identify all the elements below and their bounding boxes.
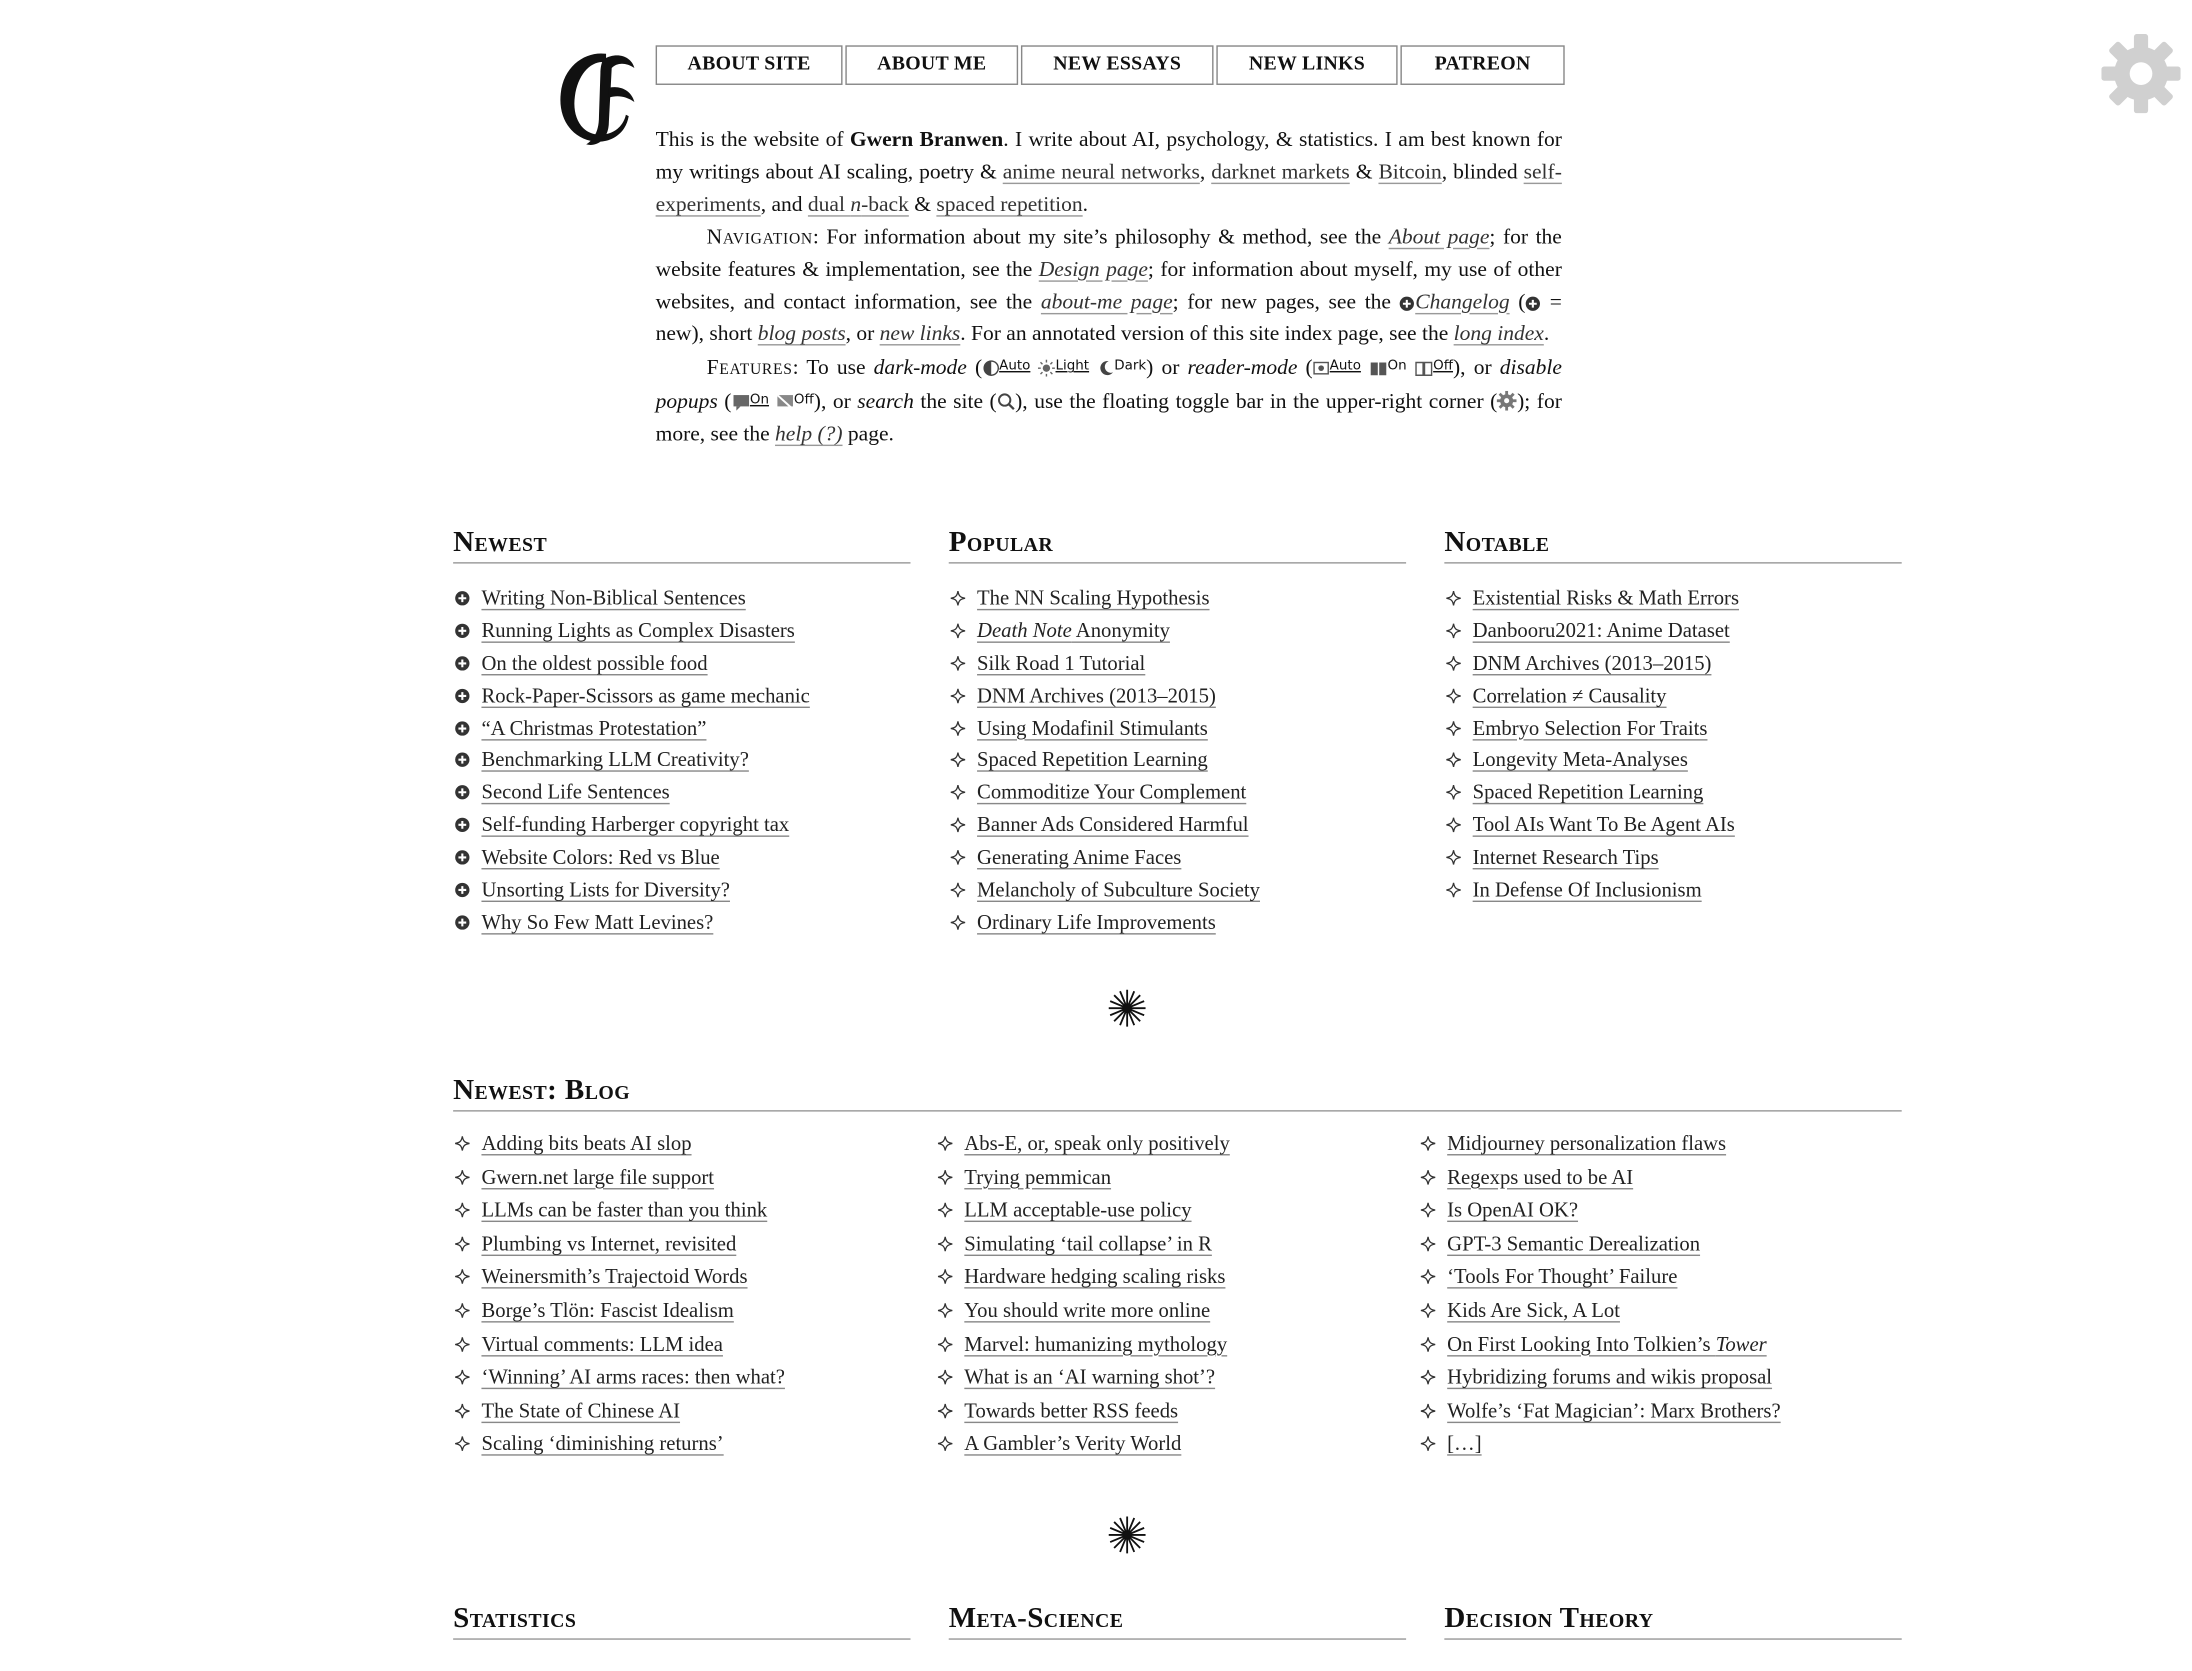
list-item [936, 1162, 1419, 1195]
list-item [1419, 1296, 1902, 1329]
list-item-link[interactable]: Is OpenAI OK? [1447, 1199, 1579, 1223]
list-item [1444, 778, 1901, 810]
star-bullet-icon [1419, 1396, 1436, 1429]
section-newest-blog [453, 1072, 1902, 1463]
star-bullet-icon [453, 1262, 470, 1295]
list-item-link[interactable]: Hybridizing forums and wikis proposal [1447, 1366, 1773, 1390]
list-item [936, 1229, 1419, 1262]
list-item [1444, 616, 1901, 648]
list-item [1444, 843, 1901, 875]
top-nav [656, 45, 1565, 85]
section-title-decision-theory: Decision Theory [1444, 1600, 1901, 1640]
list-item-link[interactable]: Writing Non-Biblical Sentences [481, 587, 746, 611]
list-item-link[interactable]: Rock-Paper-Scissors as game mechanic [481, 684, 810, 708]
text: help (?) [775, 422, 843, 447]
section-meta-science [949, 1600, 1406, 1640]
text: . For an annotated version of this site index page, see the [960, 322, 1454, 347]
list-item-link[interactable]: Simulating ‘tail collapse’ in R [964, 1233, 1212, 1256]
asterism-divider-icon [1107, 988, 1147, 1028]
list-item-link[interactable]: The State of Chinese AI [481, 1400, 681, 1423]
list-item [453, 1329, 936, 1362]
star-bullet-icon [1444, 745, 1461, 777]
popups-on-option[interactable]: On [749, 392, 769, 409]
link-design-page[interactable] [1039, 257, 1148, 281]
list-item-link[interactable]: Self-funding Harberger copyright tax [481, 814, 790, 838]
book-outline-icon [1415, 360, 1433, 377]
nav-about-me[interactable]: ABOUT ME [845, 45, 1018, 85]
intro-paragraph-1 [656, 125, 1562, 222]
text: : To use [792, 355, 874, 380]
star-bullet-icon [949, 648, 966, 680]
section-newest [453, 524, 910, 940]
list-item [1419, 1429, 1902, 1462]
star-bullet-icon [453, 1329, 470, 1362]
text: , [1199, 159, 1212, 184]
text: ; for new pages, see the [1172, 289, 1400, 314]
list-item [1444, 875, 1901, 907]
link-bitcoin[interactable]: Bitcoin [1378, 159, 1442, 184]
list-item [949, 843, 1406, 875]
list-item [453, 1296, 936, 1329]
list-item-link[interactable]: Trying pemmican [964, 1166, 1112, 1189]
section-title-statistics: Statistics [453, 1600, 910, 1640]
link-anime-neural-networks[interactable]: anime neural networks [1002, 159, 1200, 184]
list-item-link[interactable]: Scaling ‘diminishing returns’ [481, 1433, 724, 1457]
list-item-link[interactable]: The NN Scaling Hypothesis [977, 587, 1210, 611]
list-item [453, 875, 910, 907]
list-item [1419, 1262, 1902, 1295]
star-bullet-icon [1419, 1262, 1436, 1295]
list-item [453, 713, 910, 745]
link-spaced-repetition[interactable]: spaced repetition [936, 192, 1083, 217]
star-bullet-icon [1444, 875, 1461, 907]
list-item-link[interactable]: Wolfe’s ‘Fat Magician’: Marx Brothers? [1447, 1400, 1781, 1423]
list-item [1444, 810, 1901, 842]
star-bullet-icon [949, 843, 966, 875]
list-item [1419, 1362, 1902, 1395]
reader-mode-on-option[interactable]: On [1387, 358, 1407, 375]
list-item [1419, 1396, 1902, 1429]
list-item [1444, 745, 1901, 777]
list-item-link[interactable]: Commoditize Your Complement [977, 782, 1247, 805]
list-item-link[interactable]: “A Christmas Protestation” [481, 717, 707, 740]
list-item [453, 583, 910, 615]
star-bullet-icon [453, 1195, 470, 1228]
site-logo[interactable] [552, 45, 640, 147]
list-item [1444, 681, 1901, 713]
text: new links [879, 322, 961, 347]
list-item [949, 778, 1406, 810]
new-plus-icon [453, 583, 470, 615]
list-item [453, 648, 910, 680]
star-bullet-icon [453, 1362, 470, 1395]
list-item [453, 681, 910, 713]
star-bullet-icon [1444, 713, 1461, 745]
new-plus-icon [453, 778, 470, 810]
section-notable [1444, 524, 1901, 908]
section-title-popular: Popular [949, 524, 1406, 564]
star-bullet-icon [1444, 583, 1461, 615]
list-item [936, 1329, 1419, 1362]
list-item-link[interactable]: What is an ‘AI warning shot’? [964, 1366, 1216, 1390]
list-item [453, 616, 910, 648]
list-item [1419, 1329, 1902, 1362]
star-bullet-icon [453, 1296, 470, 1329]
list-item-link[interactable]: Virtual comments: LLM idea [481, 1333, 723, 1356]
star-bullet-icon [1444, 778, 1461, 810]
intro-paragraph-navigation [656, 222, 1562, 352]
list-item-link[interactable]: DNM Archives (2013–2015) [977, 684, 1216, 708]
list-item [453, 1262, 936, 1295]
list-item-link[interactable]: Death Note Anonymity [977, 620, 1170, 643]
popup-on-icon [731, 394, 749, 411]
list-item-link[interactable]: Hardware hedging scaling risks [964, 1266, 1226, 1290]
star-bullet-icon [1419, 1229, 1436, 1262]
text: . [1543, 322, 1550, 347]
text: & [908, 192, 937, 217]
list-item-link[interactable]: Generating Anime Faces [977, 846, 1182, 870]
dark-mode-auto-option[interactable]: Auto [999, 358, 1031, 375]
star-bullet-icon [949, 681, 966, 713]
author-name: Gwern Branwen [849, 127, 1004, 152]
text: page. [842, 422, 894, 447]
link-long-index[interactable] [1454, 322, 1544, 346]
star-bullet-icon [949, 778, 966, 810]
star-bullet-icon [1419, 1129, 1436, 1162]
new-plus-icon [1400, 295, 1416, 311]
star-bullet-icon [936, 1162, 953, 1195]
new-plus-icon [453, 875, 470, 907]
text: : For information about my site’s philosophy & method, see the [812, 224, 1389, 249]
intro-paragraph-features: Features: To use dark-mode ( Auto Light Dark) or reader-mode ( Auto On Off), or disable popups ( On Off), or search the site ( ), use the floating toggle bar in the upper-right corner ( ); for more, see the help (?) page. [655, 355, 1562, 447]
list-item-link[interactable]: Weinersmith’s Trajectoid Words [481, 1266, 748, 1290]
text: dual [807, 192, 851, 217]
list-item-link[interactable]: Ordinary Life Improvements [977, 911, 1216, 935]
text: , or [845, 322, 880, 347]
list-item-link[interactable]: Gwern.net large file support [481, 1166, 715, 1189]
list-item-link[interactable]: Tool AIs Want To Be Agent AIs [1472, 814, 1735, 838]
star-bullet-icon [1444, 681, 1461, 713]
star-bullet-icon [936, 1129, 953, 1162]
star-bullet-icon [453, 1129, 470, 1162]
popups-off-option[interactable]: Off [793, 392, 814, 409]
star-bullet-icon [949, 745, 966, 777]
moon-icon [1097, 360, 1114, 377]
star-bullet-icon [949, 616, 966, 648]
list-item-link[interactable]: Running Lights as Complex Disasters [481, 620, 795, 643]
section-decision-theory [1444, 1600, 1901, 1640]
section-title-newest: Newest [453, 524, 910, 564]
list-item [453, 843, 910, 875]
list-item-link[interactable]: Embryo Selection For Traits [1472, 717, 1708, 740]
notable-list [1444, 583, 1901, 907]
text: -back [861, 192, 909, 217]
text: , or [1460, 355, 1500, 380]
nav-patreon[interactable]: PATREON [1400, 45, 1564, 85]
text: ); for more, see the [655, 389, 1562, 447]
list-item-link[interactable]: Using Modafinil Stimulants [977, 717, 1208, 740]
list-item [453, 810, 910, 842]
star-bullet-icon [1444, 843, 1461, 875]
list-item [1419, 1129, 1902, 1162]
list-item [1444, 713, 1901, 745]
list-item-link[interactable]: Melancholy of Subculture Society [977, 879, 1260, 903]
list-item-link[interactable]: Kids Are Sick, A Lot [1447, 1299, 1620, 1323]
list-item [1444, 648, 1901, 680]
list-item [936, 1362, 1419, 1395]
star-bullet-icon [949, 908, 966, 940]
popular-list [949, 583, 1406, 940]
text: ), use the floating toggle bar in the upper-right corner ( [1015, 389, 1498, 414]
list-item [453, 778, 910, 810]
list-item [453, 1396, 936, 1429]
auto-mode-icon [982, 360, 999, 377]
star-bullet-icon [936, 1429, 953, 1462]
new-plus-icon [453, 616, 470, 648]
text: , blinded [1441, 159, 1524, 184]
list-item [453, 1229, 936, 1262]
link-dual-n-back[interactable] [808, 192, 909, 216]
reader-mode-off-option[interactable]: Off [1433, 358, 1454, 375]
section-popular [949, 524, 1406, 940]
list-item [1419, 1229, 1902, 1262]
text: blog posts [757, 322, 846, 347]
link-self-experiments[interactable]: self-experiments [655, 159, 1562, 217]
list-item-link[interactable]: Marvel: humanizing mythology [964, 1333, 1228, 1356]
list-item-link[interactable]: You should write more online [964, 1299, 1211, 1323]
features-label: Features [706, 355, 793, 380]
list-item-link[interactable]: […] [1447, 1433, 1482, 1457]
star-bullet-icon [949, 583, 966, 615]
section-title-notable: Notable [1444, 524, 1901, 564]
text: disable popups [655, 355, 1562, 414]
star-bullet-icon [453, 1429, 470, 1462]
blog-list-column-3 [1419, 1129, 1902, 1463]
star-bullet-icon [1419, 1296, 1436, 1329]
list-item-link[interactable]: Regexps used to be AI [1447, 1166, 1634, 1189]
list-item-link[interactable]: A Gambler’s Verity World [964, 1433, 1182, 1457]
text: . I write about AI, psychology, & statistics. I am best known for my writings about AI scaling, poetry & [655, 127, 1562, 184]
text: , or [820, 389, 858, 414]
link-changelog[interactable] [1415, 290, 1509, 314]
list-item [949, 713, 1406, 745]
list-item-link[interactable]: Internet Research Tips [1472, 846, 1659, 870]
new-plus-icon [453, 843, 470, 875]
list-item [949, 681, 1406, 713]
link-darknet-markets[interactable]: darknet markets [1211, 159, 1350, 184]
list-item-link[interactable]: DNM Archives (2013–2015) [1472, 652, 1712, 676]
newest-list [453, 583, 910, 940]
star-bullet-icon [1419, 1329, 1436, 1362]
text: & [1349, 159, 1379, 184]
blog-columns [453, 1112, 1902, 1463]
nav-new-essays[interactable]: NEW ESSAYS [1021, 45, 1214, 85]
star-bullet-icon [936, 1329, 953, 1362]
list-item-link[interactable]: Towards better RSS feeds [964, 1400, 1179, 1423]
search-icon[interactable] [997, 393, 1015, 411]
link-about-page[interactable] [1389, 225, 1490, 249]
text: ; for the website features & implementation, see the [655, 224, 1562, 282]
asterism-divider-icon [1107, 1515, 1147, 1555]
gear-icon[interactable] [2101, 34, 2180, 113]
star-bullet-icon [949, 713, 966, 745]
list-item-link[interactable]: In Defense Of Inclusionism [1472, 879, 1702, 903]
nav-new-links[interactable]: NEW LINKS [1216, 45, 1397, 85]
list-item-link[interactable]: Plumbing vs Internet, revisited [481, 1233, 737, 1256]
dark-mode-dark-option[interactable]: Dark [1114, 358, 1147, 375]
list-item [453, 1129, 936, 1162]
list-item [936, 1129, 1419, 1162]
list-item [949, 648, 1406, 680]
list-item [936, 1195, 1419, 1228]
list-item-link[interactable]: Second Life Sentences [481, 782, 670, 805]
list-item [936, 1296, 1419, 1329]
new-plus-icon [453, 810, 470, 842]
settings-gear-icon[interactable] [1497, 391, 1517, 411]
list-item-link[interactable]: Correlation ≠ Causality [1472, 684, 1667, 708]
navigation-label: Navigation [706, 224, 813, 249]
text: Changelog [1415, 289, 1510, 314]
list-item-link[interactable]: On First Looking Into Tolkien’s Tower [1447, 1333, 1767, 1356]
star-bullet-icon [1419, 1162, 1436, 1195]
list-item [453, 1429, 936, 1462]
list-item [453, 1362, 936, 1395]
text: ( [1509, 289, 1526, 314]
list-item [453, 745, 910, 777]
text: search [857, 389, 914, 414]
list-item-link[interactable]: LLMs can be faster than you think [481, 1199, 768, 1223]
list-item-link[interactable]: Existential Risks & Math Errors [1472, 587, 1740, 611]
list-item-link[interactable]: LLM acceptable-use policy [964, 1199, 1192, 1223]
intro [656, 125, 1562, 452]
star-bullet-icon [453, 1229, 470, 1262]
list-item-link[interactable]: Why So Few Matt Levines? [481, 911, 714, 935]
list-item-link[interactable]: GPT-3 Semantic Derealization [1447, 1233, 1701, 1256]
list-item-link[interactable]: Silk Road 1 Tutorial [977, 652, 1146, 676]
text: Design page [1038, 257, 1148, 282]
blog-list-column-2 [936, 1129, 1419, 1463]
link-about-me-page[interactable] [1041, 290, 1173, 314]
list-item [453, 908, 910, 940]
list-item [949, 875, 1406, 907]
list-item [1419, 1195, 1902, 1228]
star-bullet-icon [453, 1396, 470, 1429]
text: or [1153, 355, 1188, 380]
list-item [949, 583, 1406, 615]
list-item-link[interactable]: Longevity Meta-Analyses [1472, 749, 1688, 773]
star-bullet-icon [1444, 810, 1461, 842]
book-open-icon [1369, 360, 1387, 377]
reader-auto-icon [1313, 360, 1330, 377]
list-item-link[interactable]: Banner Ads Considered Harmful [977, 814, 1249, 838]
list-item [949, 908, 1406, 940]
list-item [1444, 583, 1901, 615]
new-plus-icon [453, 681, 470, 713]
new-plus-icon [453, 908, 470, 940]
text: , and [760, 192, 808, 217]
list-item-link[interactable]: Adding bits beats AI slop [481, 1132, 692, 1156]
list-item-link[interactable]: ‘Tools For Thought’ Failure [1447, 1266, 1678, 1290]
list-item [936, 1429, 1419, 1462]
blog-list-column-1 [453, 1129, 936, 1463]
list-item-link[interactable]: On the oldest possible food [481, 652, 708, 676]
text: = new), short [655, 289, 1562, 347]
star-bullet-icon [1419, 1362, 1436, 1395]
list-item [936, 1396, 1419, 1429]
nav-about-site[interactable]: ABOUT SITE [656, 45, 843, 85]
new-plus-icon [453, 713, 470, 745]
list-item-link[interactable]: ‘Winning’ AI arms races: then what? [481, 1366, 785, 1390]
section-title-newest-blog: Newest: Blog [453, 1072, 1902, 1112]
list-item [1419, 1162, 1902, 1195]
star-bullet-icon [936, 1396, 953, 1429]
list-item [936, 1262, 1419, 1295]
list-item-link[interactable]: Benchmarking LLM Creativity? [481, 749, 749, 773]
star-bullet-icon [1419, 1429, 1436, 1462]
text: about-me page [1040, 289, 1173, 314]
text: the site ( [913, 389, 997, 414]
list-item [453, 1162, 936, 1195]
star-bullet-icon [949, 810, 966, 842]
list-item-link[interactable]: Spaced Repetition Learning [1472, 782, 1704, 805]
star-bullet-icon [936, 1362, 953, 1395]
section-statistics [453, 1600, 910, 1640]
list-item-link[interactable]: Danbooru2021: Anime Dataset [1472, 620, 1730, 643]
new-plus-icon [1525, 295, 1541, 311]
new-plus-icon [453, 648, 470, 680]
text: This is the website of [655, 127, 850, 152]
list-item-link[interactable]: Website Colors: Red vs Blue [481, 846, 720, 870]
star-bullet-icon [936, 1262, 953, 1295]
sun-icon [1039, 360, 1056, 377]
star-bullet-icon [936, 1195, 953, 1228]
list-item-link[interactable]: Spaced Repetition Learning [977, 749, 1208, 773]
text: . [1082, 192, 1089, 217]
text: ; for information about myself, my use of other websites, and contact information, see the [655, 257, 1562, 314]
list-item [949, 616, 1406, 648]
section-title-meta-science: Meta-Science [949, 1600, 1406, 1640]
star-bullet-icon [453, 1162, 470, 1195]
new-plus-icon [453, 745, 470, 777]
star-bullet-icon [1419, 1195, 1436, 1228]
star-bullet-icon [936, 1296, 953, 1329]
text: reader-mode [1187, 355, 1298, 380]
star-bullet-icon [949, 875, 966, 907]
star-bullet-icon [1444, 648, 1461, 680]
list-item-link[interactable]: Abs-E, or, speak only positively [964, 1132, 1230, 1156]
reader-mode-auto-option[interactable]: Auto [1329, 358, 1361, 375]
link-blog-posts[interactable] [758, 322, 846, 346]
list-item [453, 1195, 936, 1228]
dark-mode-light-option[interactable]: Light [1055, 358, 1090, 375]
list-item-link[interactable]: Unsorting Lists for Diversity? [481, 879, 730, 903]
text: n [850, 192, 862, 217]
list-item [949, 745, 1406, 777]
list-item-link[interactable]: Midjourney personalization flaws [1447, 1132, 1727, 1156]
star-bullet-icon [936, 1229, 953, 1262]
list-item-link[interactable]: Borge’s Tlön: Fascist Idealism [481, 1299, 734, 1323]
text: long index [1453, 322, 1544, 347]
popup-off-icon [776, 394, 794, 411]
link-help[interactable] [775, 422, 842, 446]
link-new-links[interactable] [880, 322, 961, 346]
text: dark-mode [873, 355, 967, 380]
text: About page [1388, 224, 1490, 249]
list-item [949, 810, 1406, 842]
star-bullet-icon [1444, 616, 1461, 648]
